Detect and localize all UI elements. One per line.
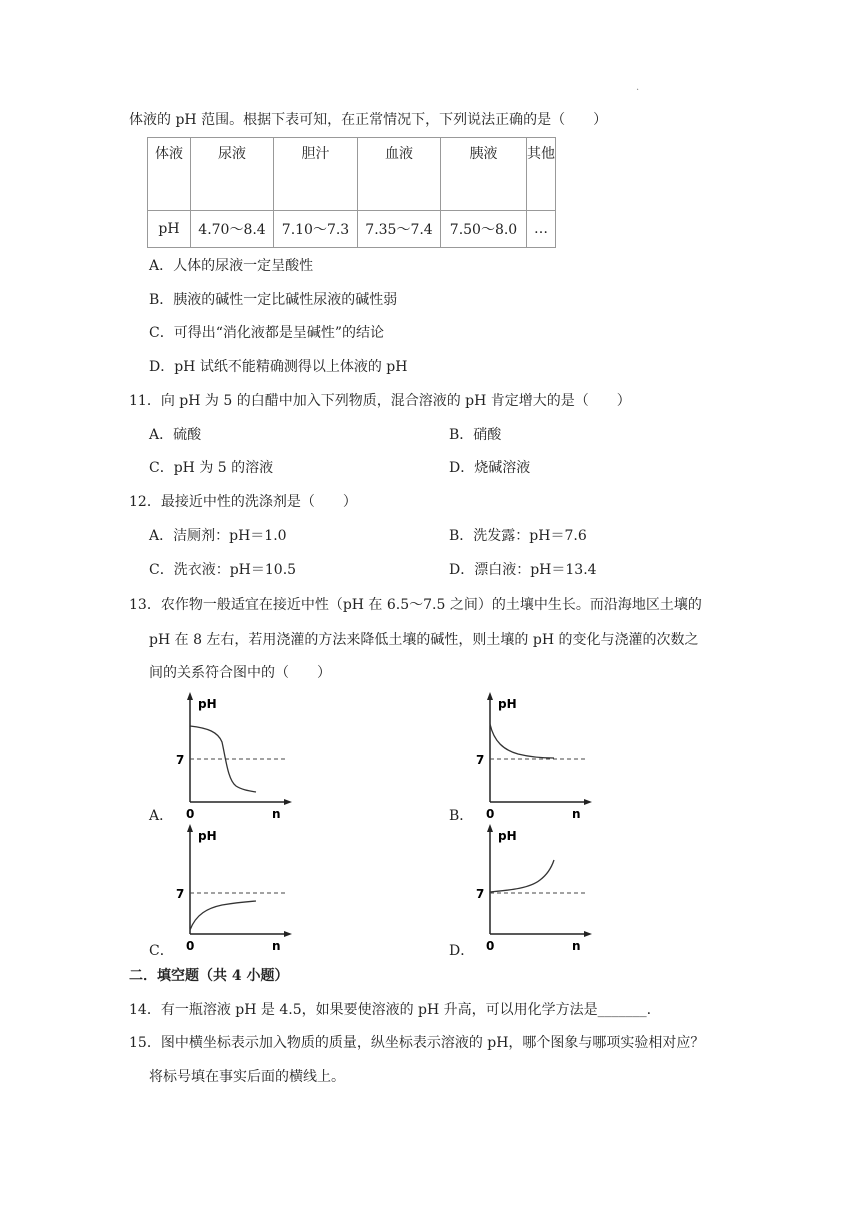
option-b: B．胰液的碱性一定比碱性尿液的碱性弱 <box>149 292 398 308</box>
ref-value-label: 7 <box>176 753 185 767</box>
option-c: C．洗衣液：pH＝10.5 <box>149 562 297 578</box>
table-cell: pH <box>148 211 191 248</box>
table-cell: 7.35～7.4 <box>358 211 441 248</box>
question-13-line-1: 13．农作物一般适宜在接近中性（pH 在 6.5～7.5 之间）的土壤中生长。而沿海地区土壤的 <box>129 597 702 613</box>
x-axis-label: n <box>272 939 281 952</box>
y-axis-label: pH <box>198 829 217 843</box>
table-cell: 体液 <box>148 138 191 211</box>
graph-b <box>468 690 598 820</box>
table-cell: 胆汁 <box>274 138 358 211</box>
ref-value-label: 7 <box>476 887 485 901</box>
x-axis-label: n <box>572 939 581 952</box>
table-cell: 7.10～7.3 <box>274 211 358 248</box>
question-13-line-3: 间的关系符合图中的（ ） <box>149 665 331 681</box>
question-15-line-1: 15．图中横坐标表示加入物质的质量，纵坐标表示溶液的 pH，哪个图象与哪项实验相对应？ <box>129 1035 705 1051</box>
table-cell: 胰液 <box>441 138 527 211</box>
question-12: 12．最接近中性的洗涤剂是（ ） <box>129 494 357 510</box>
graph-c-label: C． <box>149 943 174 959</box>
option-b: B．洗发露：pH＝7.6 <box>449 528 587 544</box>
origin-label: 0 <box>486 807 495 820</box>
origin-label: 0 <box>186 939 195 952</box>
x-axis-label: n <box>272 807 281 820</box>
question-13-line-2: pH 在 8 左右，若用浇灌的方法来降低土壤的碱性，则土壤的 pH 的变化与浇灌的次数之 <box>149 632 699 648</box>
option-c: C．pH 为 5 的溶液 <box>149 460 274 476</box>
table-cell: 尿液 <box>191 138 274 211</box>
table-header-row <box>148 138 556 211</box>
option-a: A．人体的尿液一定呈酸性 <box>149 258 314 274</box>
option-c: C．可得出“消化液都是呈碱性”的结论 <box>149 325 385 341</box>
ref-value-label: 7 <box>476 753 485 767</box>
table-cell: 血液 <box>358 138 441 211</box>
question-11: 11．向 pH 为 5 的白醋中加入下列物质，混合溶液的 pH 肯定增大的是（ ） <box>129 393 631 409</box>
origin-label: 0 <box>486 939 495 952</box>
option-a: A．硫酸 <box>149 427 202 443</box>
question-15-line-2: 将标号填在事实后面的横线上。 <box>149 1069 345 1085</box>
option-d: D．漂白液：pH＝13.4 <box>449 562 597 578</box>
ph-table <box>147 137 556 248</box>
option-a: A．洁厕剂：pH＝1.0 <box>149 528 287 544</box>
graph-a-label: A． <box>149 808 174 824</box>
graph-a <box>168 690 298 820</box>
table-cell: 4.70～8.4 <box>191 211 274 248</box>
y-axis-label: pH <box>498 697 517 711</box>
origin-label: 0 <box>186 807 195 820</box>
page-marker: . <box>636 82 640 93</box>
question-14: 14．有一瓶溶液 pH 是 4.5，如果要使溶液的 pH 升高，可以用化学方法是_______. <box>129 1002 652 1018</box>
graph-b-label: B． <box>449 808 474 824</box>
question-intro: 体液的 pH 范围。根据下表可知，在正常情况下，下列说法正确的是（ ） <box>129 112 608 128</box>
graph-c <box>168 822 298 952</box>
ref-value-label: 7 <box>176 887 185 901</box>
option-d: D．pH 试纸不能精确测得以上体液的 pH <box>149 359 408 375</box>
table-row <box>148 211 556 248</box>
x-axis-label: n <box>572 807 581 820</box>
graph-d <box>468 822 598 952</box>
table-cell: 其他 <box>527 138 556 211</box>
table-cell: … <box>527 211 556 248</box>
y-axis-label: pH <box>498 829 517 843</box>
table-cell: 7.50～8.0 <box>441 211 527 248</box>
graph-d-label: D． <box>449 943 475 959</box>
section-heading: 二．填空题（共 4 小题） <box>129 968 289 984</box>
option-d: D．烧碱溶液 <box>449 460 531 476</box>
y-axis-label: pH <box>198 697 217 711</box>
option-b: B．硝酸 <box>449 427 502 443</box>
